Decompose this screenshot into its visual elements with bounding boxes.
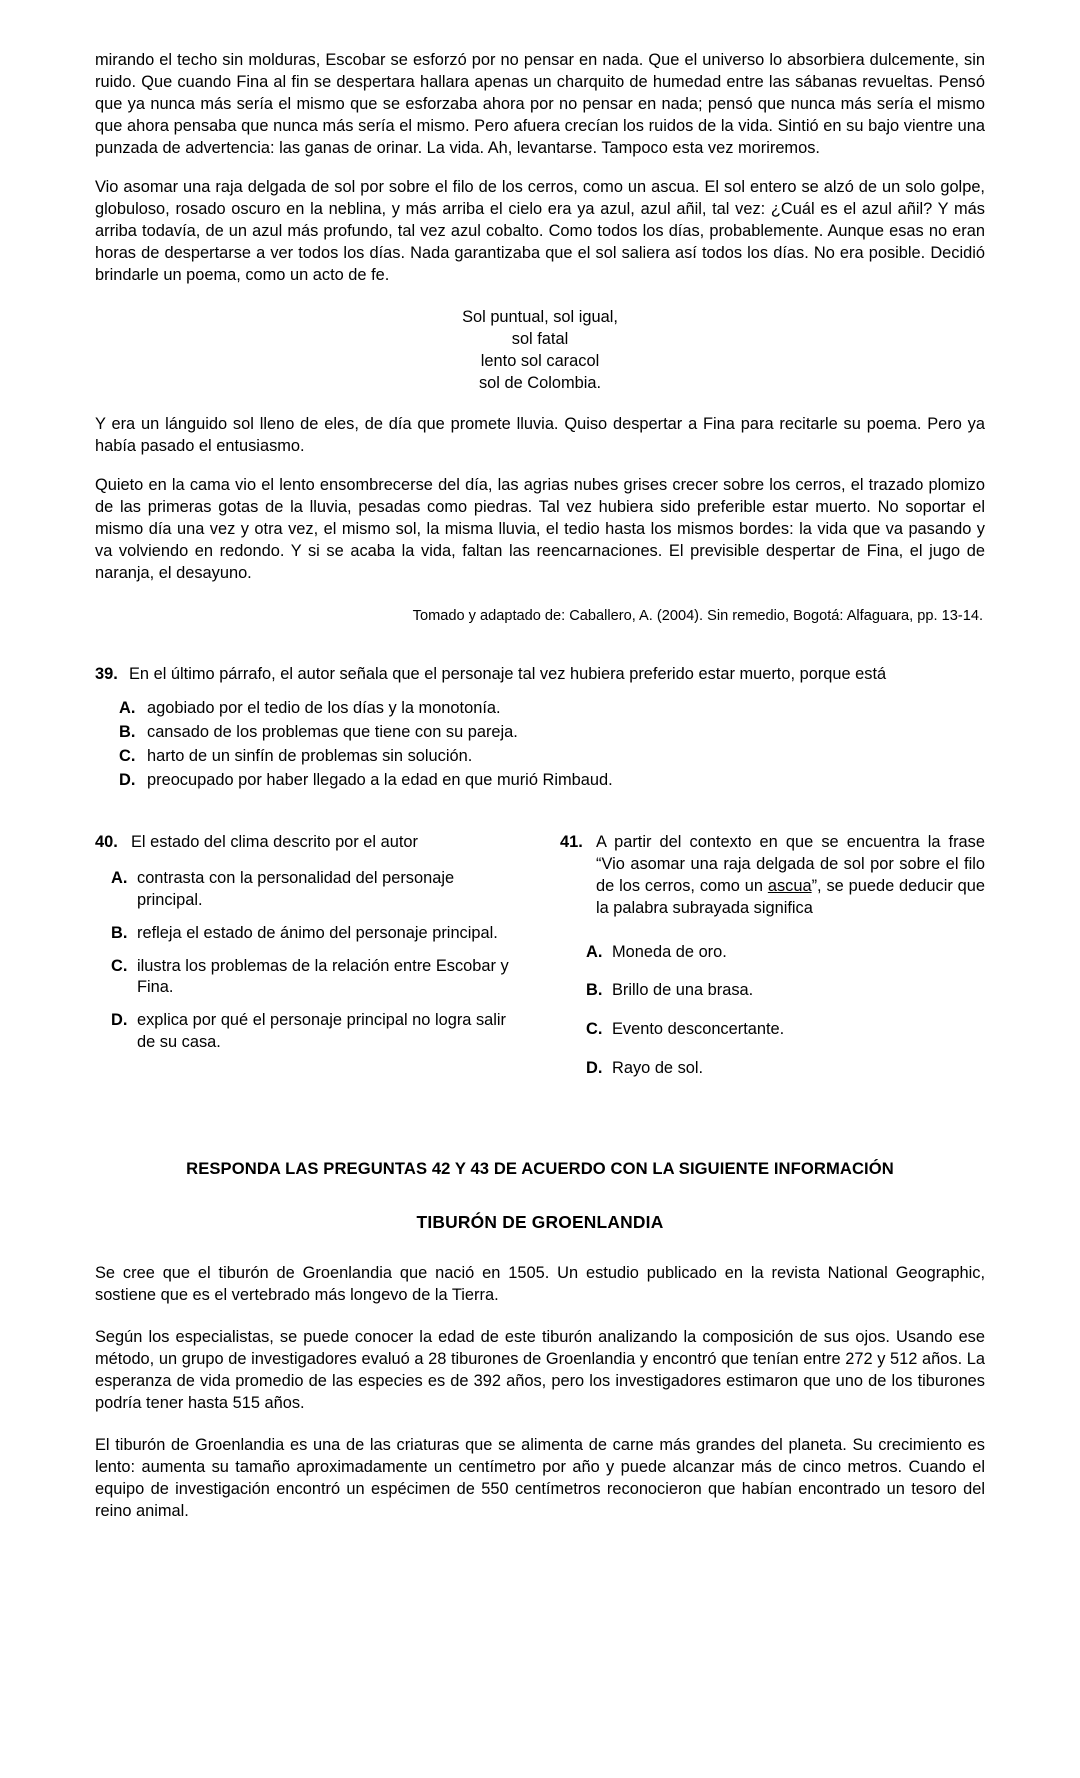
poem-line-2: sol fatal [511,329,569,348]
question-39-options [95,698,985,792]
option-text: refleja el estado de ánimo del personaje principal. [137,923,498,942]
option-text: cansado de los problemas que tiene con su pareja. [147,722,518,741]
reading-passage [95,50,985,626]
option-letter: D. [119,770,136,789]
question-39 [95,664,985,792]
option-letter: C. [111,956,128,975]
option-text: agobiado por el tedio de los días y la monotonía. [147,698,501,717]
question-41-stem [596,832,985,920]
poem [95,307,985,395]
question-41-options [560,942,985,1081]
question-40-options [95,868,520,1055]
option-letter: A. [111,868,128,887]
question-40 [95,832,520,1098]
poem-line-3: lento sol caracol [480,351,600,370]
question-41-option-d[interactable] [560,1058,985,1080]
question-41-stem-part1: A partir del contexto en que se encuentra la frase “Vio asomar una raja delgada de sol por sobre el filo de los cerros, como un [596,832,985,895]
question-39-option-b[interactable] [95,722,985,744]
question-39-option-d[interactable] [95,770,985,792]
shark-paragraph-3: El tiburón de Groenlandia es una de las criaturas que se alimenta de carne más grandes del planeta. Su crecimiento es lento: aumenta su tamaño aproximadamente un centímetro por año y puede alcanzar más de cinco metros. Cuando el equipo de investigación encontró un espécimen de 550 centímetros reconocieron que habían encontrado un tesoro del reino animal. [95,1436,985,1521]
question-40-option-a[interactable] [95,868,520,912]
option-text: explica por qué el personaje principal no logra salir de su casa. [137,1011,507,1052]
passage-paragraph-2: Vio asomar una raja delgada de sol por sobre el filo de los cerros, como un ascua. El sol entero se alzó de un solo golpe, globuloso, rosado oscuro en la neblina, y más arriba el cielo era ya azul, azul añil, tal vez: ¿Cuál es el azul añil? Y más arriba todavía, de un azul más profundo, tal vez azul cobalto. Como todos los días, probablemente. Aunque esas no eran horas de despertarse a ver todos los días. Nada garantizaba que el sol saliera así todos los días. No era posible. Decidió brindarle un poema, como un acto de fe. [95,177,985,284]
option-letter: D. [111,1011,128,1030]
option-letter: C. [586,1020,603,1039]
shark-section [95,1159,985,1523]
option-text: Evento desconcertante. [612,1020,785,1039]
question-40-option-b[interactable] [95,923,520,945]
passage-paragraph-1: mirando el techo sin molduras, Escobar se esforzó por no pensar en nada. Que el universo lo absorbiera dulcemente, sin ruido. Que cuando Fina al fin se despertara hallara apenas un charquito de humedad entre las sábanas revueltas. Pensó que ya nunca más sería el mismo que se esforzaba ahora por no pensar en nada; pensó que nunca más sería el mismo que ahora pensaba que nunca más sería el mismo. Pero afuera crecían los ruidos de la vida. Sintió en su bajo vientre una punzada de advertencia: las ganas de orinar. La vida. Ah, levantarse. Tampoco esta vez moriremos. [95,51,985,157]
question-41-option-c[interactable] [560,1019,985,1041]
option-text: Brillo de una brasa. [612,981,754,1000]
shark-section-title: TIBURÓN DE GROENLANDIA [416,1212,664,1233]
question-39-header [95,664,985,686]
passage-paragraph-4: Quieto en la cama vio el lento ensombrecerse del día, las agrias nubes grises crecer sobre los cerros, el trazado plomizo de las primeras gotas de la lluvia, pesadas como piedras. Tal vez hubiera sido preferible estar muerto. No soportar el mismo día una vez y otra vez, el mismo sol, la misma lluvia, el tedio hasta los mismos bordes: la vida que va pasando y va volviendo en redondo. Y si se acaba la vida, faltan las reencarnaciones. El previsible despertar de Fina, el jugo de naranja, el desayuno. [95,475,985,582]
option-text: harto de un sinfín de problemas sin solución. [147,746,473,765]
option-letter: B. [586,981,603,1000]
option-letter: B. [111,923,128,942]
option-text: preocupado por haber llegado a la edad en que murió Rimbaud. [147,770,613,789]
question-41-number: 41. [560,832,583,851]
passage-attribution: Tomado y adaptado de: Caballero, A. (2004). Sin remedio, Bogotá: Alfaguara, pp. 13-14. [412,607,983,624]
option-letter: A. [119,698,136,717]
question-41 [560,832,985,1098]
option-letter: A. [586,942,603,961]
option-letter: B. [119,722,136,741]
shark-paragraph-2: Según los especialistas, se puede conocer la edad de este tiburón analizando la composición de sus ojos. Usando ese método, un grupo de investigadores evaluó a 28 tiburones de Groenlandia y encontró que tenían entre 272 y 512 años. La esperanza de vida promedio de las especies es de 392 años, pero los investigadores estimaron que uno de los tiburones podría tener hasta 515 años. [95,1328,985,1413]
question-40-stem: El estado del clima descrito por el autor [131,832,418,851]
question-41-option-b[interactable] [560,980,985,1002]
shark-section-body [95,1263,985,1523]
question-41-option-a[interactable] [560,942,985,964]
question-41-underlined-word: ascua [767,876,812,895]
option-letter: C. [119,746,136,765]
question-40-header [95,832,520,854]
question-40-option-d[interactable] [95,1010,520,1054]
question-40-option-c[interactable] [95,956,520,1000]
questions-40-41-row [95,832,985,1098]
option-letter: D. [586,1059,603,1078]
shark-section-banner: RESPONDA LAS PREGUNTAS 42 Y 43 DE ACUERDO CON LA SIGUIENTE INFORMACIÓN [186,1159,894,1179]
poem-line-1: Sol puntual, sol igual, [462,307,618,326]
question-40-number: 40. [95,832,118,851]
option-text: ilustra los problemas de la relación entre Escobar y Fina. [137,956,509,997]
poem-line-4: sol de Colombia. [478,373,602,392]
question-41-header [560,832,985,920]
option-text: contrasta con la personalidad del personaje principal. [137,868,455,909]
question-39-stem: En el último párrafo, el autor señala que el personaje tal vez hubiera preferido estar muerto, porque está [129,664,887,683]
passage-paragraph-3: Y era un lánguido sol lleno de eles, de día que promete lluvia. Quiso despertar a Fina para recitarle su poema. Pero ya había pasado el entusiasmo. [95,414,985,455]
question-39-option-c[interactable] [95,746,985,768]
question-39-number: 39. [95,664,118,683]
question-41-stem-part2: ”, se puede deducir que la palabra subrayada significa [596,876,985,917]
page-content [95,50,985,1523]
shark-paragraph-1: Se cree que el tiburón de Groenlandia que nació en 1505. Un estudio publicado en la revista National Geographic, sostiene que es el vertebrado más longevo de la Tierra. [95,1264,985,1305]
option-text: Rayo de sol. [612,1059,704,1078]
question-39-option-a[interactable] [95,698,985,720]
option-text: Moneda de oro. [612,942,727,961]
